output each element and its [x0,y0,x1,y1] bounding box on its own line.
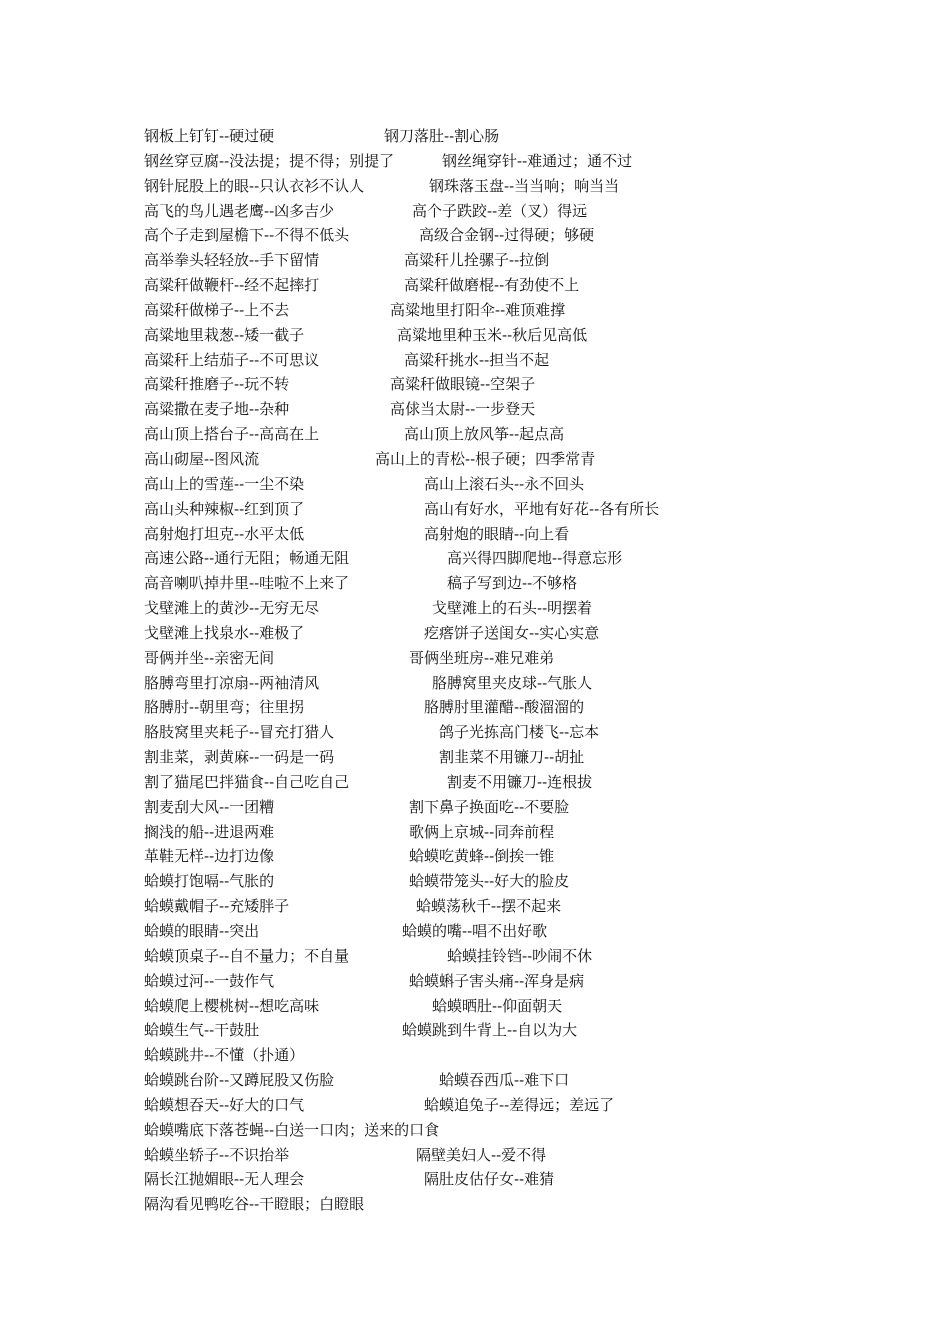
proverb-left: 蛤蟆嘴底下落苍蝇--白送一口肉；送来的口食 [144,1120,440,1139]
proverb-left: 高粱秆做梯子--上不去 [144,300,290,319]
proverb-left: 蛤蟆跳台阶--又蹲屁股又伤脸 [144,1071,335,1090]
proverb-right: 割韭菜不用镰刀--胡扯 [439,748,585,767]
proverb-right: 蛤蟆晒肚--仰面朝天 [432,996,563,1015]
proverb-line [144,298,924,323]
proverb-left: 革鞋无样--边打边像 [144,847,275,866]
proverb-line [144,1018,924,1043]
proverb-line [144,919,924,944]
proverb-line [144,994,924,1019]
proverb-line [144,720,924,745]
proverb-line [144,223,924,248]
proverb-right: 鸽子光拣高门楼飞--忘本 [439,723,600,742]
proverb-right: 高兴得四脚爬地--得意忘形 [447,549,623,568]
proverb-right: 高粱秆做眼镜--空架子 [390,375,536,394]
proverb-left: 蛤蟆戴帽子--充矮胖子 [144,897,290,916]
proverb-right: 胳膊肘里灌醋--酸溜溜的 [424,698,585,717]
proverb-left: 高山砌屋--图风流 [144,449,260,468]
proverb-left: 高山顶上搭台子--高高在上 [144,425,320,444]
proverb-left: 钢板上钉钉--硬过硬 [144,127,275,145]
proverb-line [144,447,924,472]
proverb-left: 高山上的雪莲--一尘不染 [144,474,305,493]
proverb-line [144,397,924,422]
proverb-line [144,894,924,919]
proverb-left: 胳膊肘--朝里弯；往里拐 [144,698,305,717]
proverb-left: 蛤蟆想吞天--好大的口气 [144,1095,305,1114]
proverb-line [144,1118,924,1143]
proverb-left: 割了猫尾巴拌猫食--自己吃自己 [144,772,350,791]
proverb-right: 蛤蟆挂铃铛--吵闹不休 [447,946,593,965]
proverb-line [144,149,924,174]
proverb-line [144,869,924,894]
proverb-line [144,199,924,224]
proverb-right: 钢丝绳穿针--难通过；通不过 [442,151,633,170]
proverb-line [144,571,924,596]
proverb-left: 蛤蟆坐轿子--不识抬举 [144,1145,290,1164]
proverb-line [144,273,924,298]
proverb-line [144,1192,924,1217]
proverb-left: 高飞的鸟儿遇老鹰--凶多吉少 [144,201,335,220]
proverb-line [144,795,924,820]
proverb-left: 蛤蟆生气--干鼓肚 [144,1021,260,1040]
proverb-right: 割下鼻子换面吃--不要脸 [409,797,570,816]
proverb-right: 蛤蟆吃黄蜂--倒挨一锥 [409,847,555,866]
proverb-right: 高粱地里种玉米--秋后见高低 [397,325,588,344]
proverb-left: 蛤蟆顶桌子--自不量力；不自量 [144,946,350,965]
proverb-line [144,1043,924,1068]
proverb-line [144,1068,924,1093]
proverb-left: 高个子走到屋檐下--不得不低头 [144,226,350,245]
proverb-right: 高射炮的眼睛--向上看 [424,524,570,543]
proverb-right: 疙瘩饼子送闺女--实心实意 [424,623,600,642]
proverb-line [144,124,924,149]
proverb-line [144,248,924,273]
proverb-right: 哥俩坐班房--难兄难弟 [409,648,555,667]
proverb-line [144,596,924,621]
proverb-line [144,174,924,199]
proverb-right: 高山上的青松--根子硬；四季常青 [375,449,596,468]
proverb-right: 钢刀落肚--割心肠 [384,127,500,145]
proverb-right: 高俅当太尉--一步登天 [390,400,536,419]
proverb-left: 高举拳头轻轻放--手下留情 [144,251,320,270]
proverb-left: 高粱撒在麦子地--杂种 [144,400,290,419]
proverb-left: 隔长江抛媚眼--无人理会 [144,1170,305,1189]
proverb-right: 割麦不用镰刀--连根拔 [447,772,593,791]
proverb-line [144,1093,924,1118]
proverb-line [144,646,924,671]
proverb-right: 稿子写到边--不够格 [447,574,578,593]
proverb-line [144,546,924,571]
proverb-line [144,820,924,845]
proverb-left: 割麦刮大风--一团糟 [144,797,275,816]
proverb-left: 戈壁滩上的黄沙--无穷无尽 [144,599,320,618]
proverb-line [144,422,924,447]
proverb-line [144,348,924,373]
proverb-left: 高射炮打坦克--水平太低 [144,524,305,543]
proverb-right: 蛤蟆带笼头--好大的脸皮 [409,872,570,891]
proverb-line [144,1167,924,1192]
proverb-right: 蛤蟆荡秋千--摆不起来 [416,897,562,916]
proverb-right: 胳膊窝里夹皮球--气胀人 [432,673,593,692]
proverb-left: 高粱秆推磨子--玩不转 [144,375,290,394]
proverb-right: 隔壁美妇人--爱不得 [416,1145,547,1164]
proverb-line [144,844,924,869]
proverb-right: 高个子跌跤--差（叉）得远 [412,201,588,220]
proverb-list [144,124,924,1217]
proverb-right: 戈壁滩上的石头--明摆着 [432,599,593,618]
proverb-right: 蛤蟆的嘴--唱不出好歌 [402,922,548,940]
proverb-left: 高粱秆做鞭杆--经不起摔打 [144,276,320,295]
proverb-line [144,1143,924,1168]
proverb-left: 高速公路--通行无阻；畅通无阻 [144,549,350,568]
proverb-left: 钢丝穿豆腐--没法提；提不得；别提了 [144,151,395,170]
proverb-left: 高音喇叭掉井里--哇啦不上来了 [144,574,350,593]
proverb-line [144,944,924,969]
proverb-right: 隔肚皮估仔女--难猜 [424,1170,555,1189]
proverb-right: 高山顶上放风筝--起点高 [404,425,565,444]
proverb-left: 戈壁滩上找泉水--难极了 [144,623,305,642]
proverb-left: 隔沟看见鸭吃谷--干瞪眼；白瞪眼 [144,1195,365,1214]
proverb-left: 蛤蟆打饱嗝--气胀的 [144,872,275,891]
proverb-line [144,969,924,994]
proverb-line [144,695,924,720]
proverb-right: 歌俩上京城--同奔前程 [409,822,555,841]
proverb-line [144,497,924,522]
proverb-right: 蛤蟆蝌子害头痛--浑身是病 [409,971,585,990]
proverb-right: 高粱秆儿拴骡子--拉倒 [404,251,550,270]
proverb-left: 高山头种辣椒--红到顶了 [144,499,305,518]
proverb-left: 高粱秆上结茄子--不可思议 [144,350,320,369]
proverb-line [144,323,924,348]
proverb-line [144,372,924,397]
proverb-line [144,621,924,646]
proverb-line [144,671,924,696]
proverb-left: 胳膊弯里打凉扇--两袖清风 [144,673,320,692]
proverb-left: 蛤蟆过河--一鼓作气 [144,971,275,990]
proverb-line [144,770,924,795]
proverb-left: 钢针屁股上的眼--只认衣衫不认人 [144,176,365,195]
proverb-line [144,472,924,497]
proverb-line [144,745,924,770]
proverb-left: 哥俩并坐--亲密无间 [144,648,275,667]
proverb-right: 高粱地里打阳伞--难顶难撑 [390,300,566,319]
proverb-right: 蛤蟆追兔子--差得远；差远了 [424,1095,615,1114]
proverb-right: 高粱秆做磨棍--有劲使不上 [404,276,580,295]
proverb-left: 蛤蟆爬上樱桃树--想吃高味 [144,996,320,1015]
proverb-left: 高粱地里栽葱--矮一截子 [144,325,305,344]
proverb-left: 割韭菜，剥黄麻--一码是一码 [144,748,335,767]
proverb-right: 钢珠落玉盘--当当响；响当当 [429,176,620,195]
proverb-right: 高山有好水，平地有好花--各有所长 [424,499,660,518]
proverb-right: 蛤蟆跳到牛背上--自以为大 [402,1021,578,1040]
proverb-line [144,522,924,547]
proverb-left: 蛤蟆的眼睛--突出 [144,922,260,940]
proverb-right: 高粱秆挑水--担当不起 [404,350,550,369]
proverb-left: 蛤蟆跳井--不懂（扑通） [144,1046,305,1065]
proverb-right: 蛤蟆吞西瓜--难下口 [439,1071,570,1090]
proverb-left: 胳肢窝里夹耗子--冒充打猎人 [144,723,335,742]
proverb-left: 搁浅的船--进退两难 [144,822,275,841]
proverb-right: 高级合金钢--过得硬；够硬 [419,226,595,245]
proverb-right: 高山上滚石头--永不回头 [424,474,585,493]
